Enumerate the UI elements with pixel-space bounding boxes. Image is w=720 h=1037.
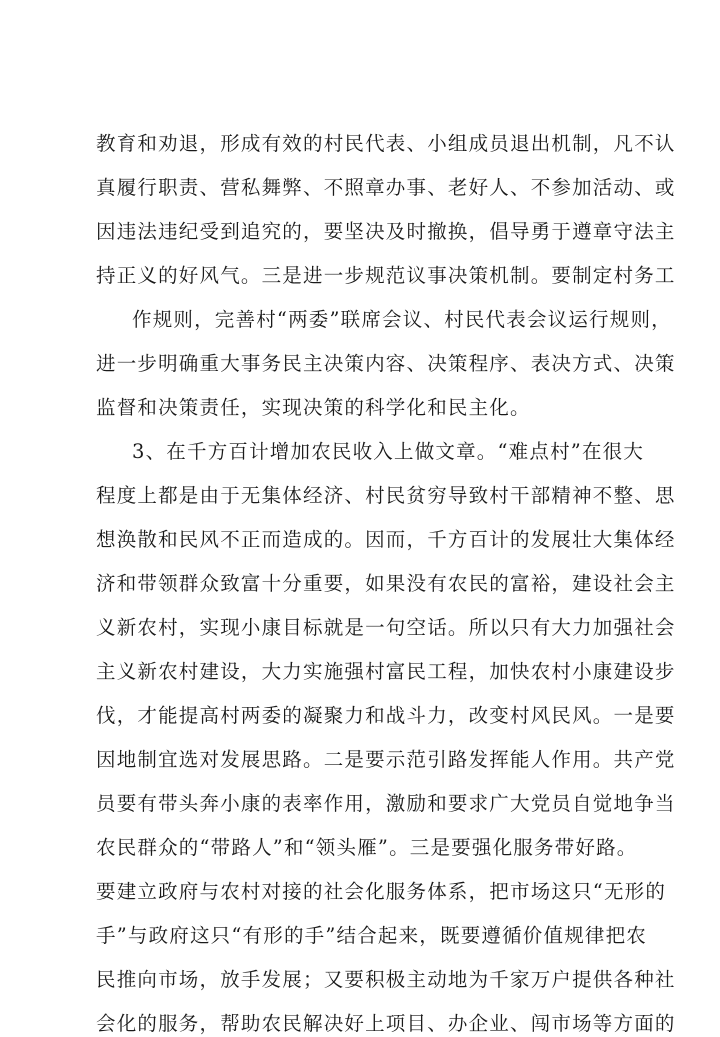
body-line: 手”与政府这只“有形的手”结合起来，既要遵循价值规律把农	[96, 924, 648, 947]
body-line: 农民群众的“带路人”和“领头雁”。三是要强化服务带好路。	[96, 836, 638, 859]
body-line: 要建立政府与农村对接的社会化服务体系，把市场这只“无形的	[96, 880, 667, 903]
body-line: 主义新农村建设，大力实施强村富民工程，加快农村小康建设步	[96, 660, 676, 683]
body-line: 员要有带头奔小康的表率作用，激励和要求广大党员自觉地争当	[96, 792, 676, 815]
body-line: 监督和决策责任，实现决策的科学化和民主化。	[96, 396, 531, 419]
body-line: 教育和劝退，形成有效的村民代表、小组成员退出机制，凡不认	[96, 132, 676, 155]
body-line: 因地制宜选对发展思路。二是要示范引路发挥能人作用。共产党	[96, 748, 676, 771]
body-line: 因违法违纪受到追究的，要坚决及时撤换，倡导勇于遵章守法主	[96, 220, 676, 243]
body-line: 会化的服务，帮助农民解决好上项目、办企业、闯市场等方面的	[96, 1012, 676, 1035]
body-line: 想涣散和民风不正而造成的。因而，千方百计的发展壮大集体经	[96, 528, 676, 551]
body-line: 济和带领群众致富十分重要，如果没有农民的富裕，建设社会主	[96, 572, 676, 595]
body-line: 3、在千方百计增加农民收入上做文章。“难点村”在很大	[132, 440, 645, 463]
body-line: 民推向市场，放手发展；又要积极主动地为千家万户提供各种社	[96, 968, 676, 991]
body-line: 伐，才能提高村两委的凝聚力和战斗力，改变村风民风。一是要	[96, 704, 676, 727]
body-line: 作规则，完善村“两委”联席会议、村民代表会议运行规则，	[132, 308, 672, 331]
body-line: 真履行职责、营私舞弊、不照章办事、老好人、不参加活动、或	[96, 176, 676, 199]
body-line: 程度上都是由于无集体经济、村民贫穷导致村干部精神不整、思	[96, 484, 676, 507]
body-line: 持正义的好风气。三是进一步规范议事决策机制。要制定村务工	[96, 264, 676, 287]
body-line: 义新农村，实现小康目标就是一句空话。所以只有大力加强社会	[96, 616, 676, 639]
body-line: 进一步明确重大事务民主决策内容、决策程序、表决方式、决策	[96, 352, 676, 375]
